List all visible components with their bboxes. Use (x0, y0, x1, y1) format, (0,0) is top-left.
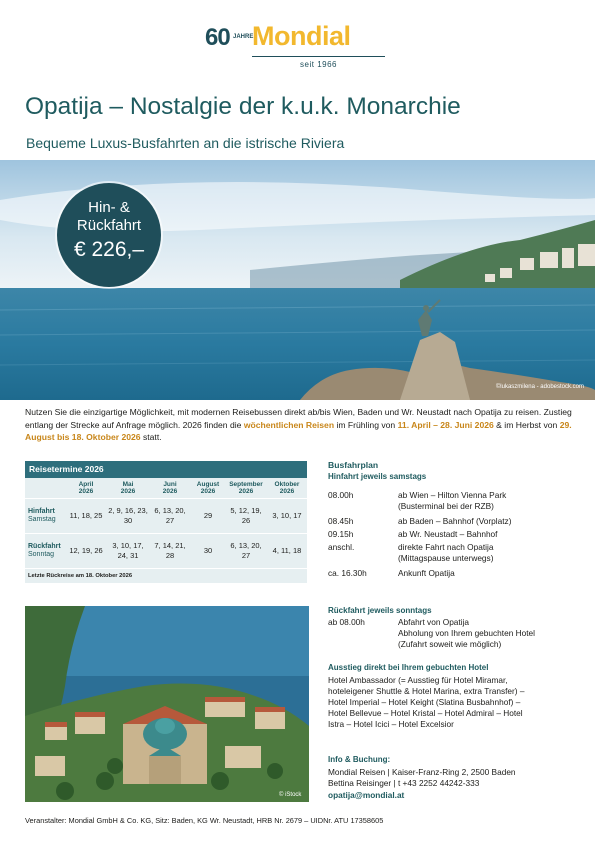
anniversary-number: 60 (205, 24, 230, 51)
table-row-return (25, 534, 307, 569)
outbound-heading: Hinfahrt jeweils samstags (328, 472, 427, 481)
table-cell: 6, 13, 20, 27 (149, 499, 191, 534)
column-header: Mai 2026 (120, 481, 136, 495)
intro-text-4: statt. (140, 432, 162, 443)
table-cell: 3, 10, 17, 24, 31 (107, 534, 149, 569)
table-footnote: Letzte Rückreise am 18. Oktober 2026 (25, 568, 307, 583)
booking-heading: Info & Buchung: (328, 755, 391, 764)
mondial-logo (205, 20, 387, 72)
intro-text-1: Nutzen Sie die einzigartige Möglichkeit, mit modernen Reisebussen direkt ab/bis Wien, Baden und Wr. Neustadt nach Opatija zu reisen. Zustieg entlang der Strecke auf Anfrage möglich. 2026 finden die (25, 407, 572, 430)
table-cell: 6, 13, 20, 27 (225, 534, 267, 569)
hotels-line: hoteleigener Shuttle & Hotel Marina, extra Transfer) – (328, 686, 525, 696)
travel-dates-title: Reisetermine 2026 (25, 461, 307, 478)
page-subtitle: Bequeme Luxus-Busfahrten an die istrische Riviera (26, 135, 345, 151)
intro-paragraph (25, 406, 573, 444)
page-title: Opatija – Nostalgie der k.u.k. Monarchie (25, 93, 461, 120)
price-badge (57, 183, 161, 287)
booking-address: Mondial Reisen | Kaiser-Franz-Ring 2, 2500 Baden (328, 767, 516, 777)
aerial-photo-credit: © iStock (279, 792, 302, 798)
column-header: August 2026 (196, 481, 220, 495)
column-header: Oktober 2026 (274, 481, 300, 495)
intro-text-3: & im Herbst von (493, 419, 560, 430)
intro-highlight-weekly: wöchentlichen Reisen (243, 419, 335, 430)
row-label: Rückfahrt Sonntag (25, 534, 65, 569)
since-label: seit 1966 (300, 60, 337, 69)
hotels-line: Istra – Hotel Icici – Hotel Excelsior (328, 719, 454, 729)
schedule-heading: Busfahrplan (328, 460, 379, 470)
table-cell: 5, 12, 19, 26 (225, 499, 267, 534)
table-header-row (25, 478, 307, 499)
hotels-line: Hotel Imperial – Hotel Keight (Slatina Busbahnhof) – (328, 697, 521, 707)
column-header: Juni 2026 (162, 481, 178, 495)
anniversary-word: JAHRE (233, 34, 254, 40)
table-header-empty (25, 478, 65, 499)
booking-email-link[interactable]: opatija@mondial.at (328, 790, 405, 800)
legal-footer: Veranstalter: Mondial GmbH & Co. KG, Sitz: Baden, KG Wr. Neustadt, HRB Nr. 2679 – UIDNr. ATU 17358605 (25, 816, 384, 825)
logo-divider (252, 56, 385, 57)
intro-text-2: im Frühling von (334, 419, 398, 430)
table-cell: 11, 18, 25 (65, 499, 107, 534)
table-cell: 29 (191, 499, 225, 534)
table-cell: 4, 11, 18 (267, 534, 307, 569)
table-cell: 3, 10, 17 (267, 499, 307, 534)
table-row-outbound (25, 499, 307, 534)
table-cell: 12, 19, 26 (65, 534, 107, 569)
hotels-line: Hotel Ambassador (= Ausstieg für Hotel Miramar, (328, 675, 508, 685)
booking-contact: Bettina Reisinger | t +43 2252 44242-333 (328, 778, 480, 788)
column-header: April 2026 (78, 481, 94, 495)
table-cell: 7, 14, 21, 28 (149, 534, 191, 569)
price-badge-line1: Hin- & (88, 199, 130, 216)
column-header: September 2026 (229, 481, 263, 495)
intro-highlight-autumn: 29. August bis 18. Oktober 2026 (25, 419, 572, 443)
table-cell: 30 (191, 534, 225, 569)
hotels-list (328, 675, 578, 730)
hero-photo-credit: ©lukaszmilena - adobestock.com (495, 384, 584, 390)
travel-dates-table (25, 461, 307, 583)
table-cell: 2, 9, 16, 23, 30 (107, 499, 149, 534)
brand-name: Mondial (252, 21, 351, 51)
row-label: Hinfahrt Samstag (25, 499, 65, 534)
price-badge-line2: Rückfahrt (76, 217, 142, 234)
hotels-heading: Ausstieg direkt bei Ihrem gebuchten Hotel (328, 663, 489, 672)
intro-highlight-spring: 11. April – 28. Juni 2026 (397, 419, 494, 430)
return-heading: Rückfahrt jeweils sonntags (328, 606, 432, 615)
hotels-line: Hotel Bellevue – Hotel Kristal – Hotel Admiral – Hotel (328, 708, 523, 718)
price-amount: € 226,– (73, 238, 145, 261)
aerial-image-opatija (25, 606, 309, 802)
